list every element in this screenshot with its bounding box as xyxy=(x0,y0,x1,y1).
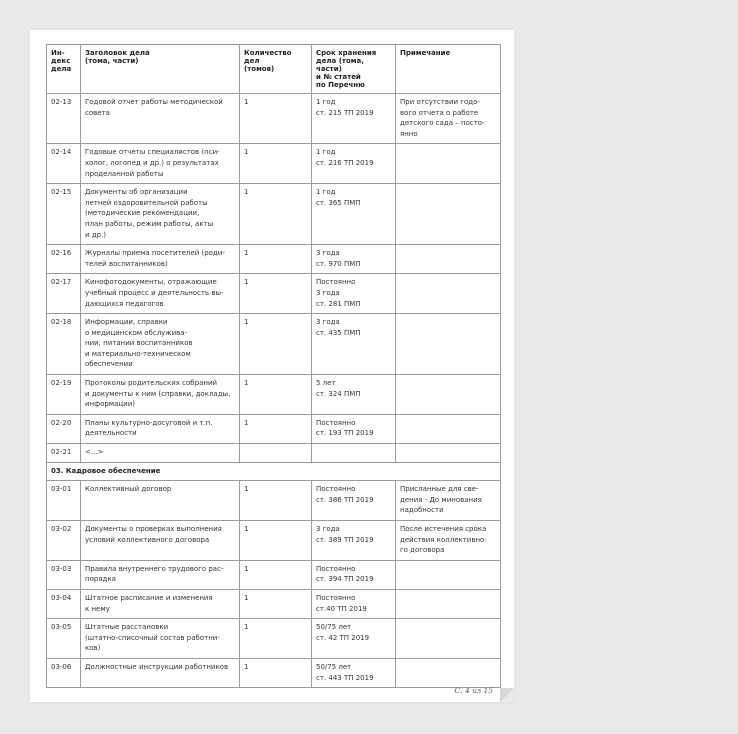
cell-note xyxy=(396,144,501,184)
cell-title: Годовой отчет работы методической совета xyxy=(81,94,240,144)
header-index: Ин- декс дела xyxy=(47,45,81,94)
cell-note xyxy=(396,589,501,618)
cell-title: Планы культурно-досуговой и т.п. деятельности xyxy=(81,414,240,443)
table-row xyxy=(47,375,501,415)
table-row xyxy=(47,184,501,245)
cell-note xyxy=(396,184,501,245)
cell-title: Должностные инструкции работников xyxy=(81,658,240,687)
cell-index: 02-15 xyxy=(47,184,81,245)
cell-retention: Постоянно 3 года ст. 281 ПМП xyxy=(312,274,396,314)
cell-note: При отсутствии годо- вого отчета о работе детского сада – посто- янно xyxy=(396,94,501,144)
cell-index: 03-03 xyxy=(47,560,81,589)
cell-retention: 5 лет ст. 324 ПМП xyxy=(312,375,396,415)
cell-count: 1 xyxy=(240,658,312,687)
table-row xyxy=(47,245,501,274)
cell-retention: 3 года ст. 970 ПМП xyxy=(312,245,396,274)
cell-count: 1 xyxy=(240,184,312,245)
cell-index: 03-06 xyxy=(47,658,81,687)
section-title: 03. Кадровое обеспечение xyxy=(47,462,501,481)
table-row xyxy=(47,314,501,375)
cell-retention: Постоянно ст. 386 ТП 2019 xyxy=(312,481,396,521)
header-retention: Срок хранения дела (тома, части) и № статей по Перечню xyxy=(312,45,396,94)
cell-title: Кинофотодокументы, отражающие учебный процесс и деятельность вы- дающихся педагогов xyxy=(81,274,240,314)
document-page xyxy=(30,30,514,702)
cell-count: 1 xyxy=(240,521,312,561)
cell-title: Коллективный договор xyxy=(81,481,240,521)
cell-title: Документы о проверках выполнения условий коллективного договора xyxy=(81,521,240,561)
cell-count: 1 xyxy=(240,94,312,144)
page-number: С. 4 из 15 xyxy=(454,686,493,695)
cell-retention xyxy=(312,444,396,463)
nomenclature-table xyxy=(46,44,501,688)
cell-index: 03-05 xyxy=(47,619,81,659)
cell-title: Штатное расписание и изменения к нему xyxy=(81,589,240,618)
cell-index: 03-02 xyxy=(47,521,81,561)
table-row xyxy=(47,481,501,521)
cell-retention: Постоянно ст. 394 ТП 2019 xyxy=(312,560,396,589)
cell-retention: 50/75 лет ст. 443 ТП 2019 xyxy=(312,658,396,687)
cell-index: 02-13 xyxy=(47,94,81,144)
cell-count: 1 xyxy=(240,245,312,274)
table-row xyxy=(47,94,501,144)
cell-count: 1 xyxy=(240,560,312,589)
cell-index: 03-01 xyxy=(47,481,81,521)
cell-title: Правила внутреннего трудового рас- порядка xyxy=(81,560,240,589)
table-row xyxy=(47,619,501,659)
cell-count: 1 xyxy=(240,375,312,415)
cell-note xyxy=(396,274,501,314)
cell-count: 1 xyxy=(240,314,312,375)
table-row xyxy=(47,414,501,443)
cell-count: 1 xyxy=(240,274,312,314)
section-row xyxy=(47,462,501,481)
cell-title: Штатные расстановки (штатно-списочный состав работни- ков) xyxy=(81,619,240,659)
cell-retention: 1 год ст. 215 ТП 2019 xyxy=(312,94,396,144)
cell-index: 02-16 xyxy=(47,245,81,274)
cell-index: 02-21 xyxy=(47,444,81,463)
cell-index: 02-17 xyxy=(47,274,81,314)
cell-title: Информации, справки о медицинском обслужива- нии, питании воспитанников и материально-техническом обеспечении xyxy=(81,314,240,375)
table-row xyxy=(47,444,501,463)
cell-note xyxy=(396,444,501,463)
cell-count: 1 xyxy=(240,619,312,659)
cell-note: Присланные для све- дения - До минования надобности xyxy=(396,481,501,521)
cell-index: 02-14 xyxy=(47,144,81,184)
table-row xyxy=(47,589,501,618)
cell-count: 1 xyxy=(240,589,312,618)
cell-note xyxy=(396,414,501,443)
header-note: Примечание xyxy=(396,45,501,94)
cell-title: Документы об организации летней оздоровительной работы (методические рекомендации, план работы, режим работы, акты и др.) xyxy=(81,184,240,245)
cell-count: 1 xyxy=(240,144,312,184)
header-title: Заголовок дела (тома, части) xyxy=(81,45,240,94)
cell-note xyxy=(396,619,501,659)
cell-title: <...> xyxy=(81,444,240,463)
table-row xyxy=(47,560,501,589)
cell-index: 02-18 xyxy=(47,314,81,375)
cell-title: Протоколы родительских собраний и документы к ним (справки, доклады, информации) xyxy=(81,375,240,415)
table-row xyxy=(47,521,501,561)
cell-retention: 3 года ст. 435 ПМП xyxy=(312,314,396,375)
cell-note: После истечения срока действия коллективно- го договора xyxy=(396,521,501,561)
cell-note xyxy=(396,314,501,375)
cell-count xyxy=(240,444,312,463)
cell-note xyxy=(396,375,501,415)
cell-count: 1 xyxy=(240,414,312,443)
cell-index: 03-04 xyxy=(47,589,81,618)
cell-note xyxy=(396,658,501,687)
table-row xyxy=(47,658,501,687)
table-header-row xyxy=(47,45,501,94)
cell-retention: 3 года ст. 389 ТП 2019 xyxy=(312,521,396,561)
cell-note xyxy=(396,245,501,274)
cell-index: 02-20 xyxy=(47,414,81,443)
cell-retention: Постоянно ст.40 ТП 2019 xyxy=(312,589,396,618)
page-corner-fold xyxy=(500,688,514,702)
cell-retention: 1 год ст. 216 ТП 2019 xyxy=(312,144,396,184)
cell-note xyxy=(396,560,501,589)
cell-retention: 50/75 лет ст. 42 ТП 2019 xyxy=(312,619,396,659)
table-row xyxy=(47,274,501,314)
cell-retention: Постоянно ст. 193 ТП 2019 xyxy=(312,414,396,443)
header-count: Количество дел (томов) xyxy=(240,45,312,94)
cell-title: Журналы приема посетителей (роди- телей воспитанников) xyxy=(81,245,240,274)
table-row xyxy=(47,144,501,184)
cell-title: Годовые отчеты специалистов (пси- холог, логопед и др.) о результатах проделанной работы xyxy=(81,144,240,184)
cell-index: 02-19 xyxy=(47,375,81,415)
cell-count: 1 xyxy=(240,481,312,521)
cell-retention: 1 год ст. 365 ПМП xyxy=(312,184,396,245)
